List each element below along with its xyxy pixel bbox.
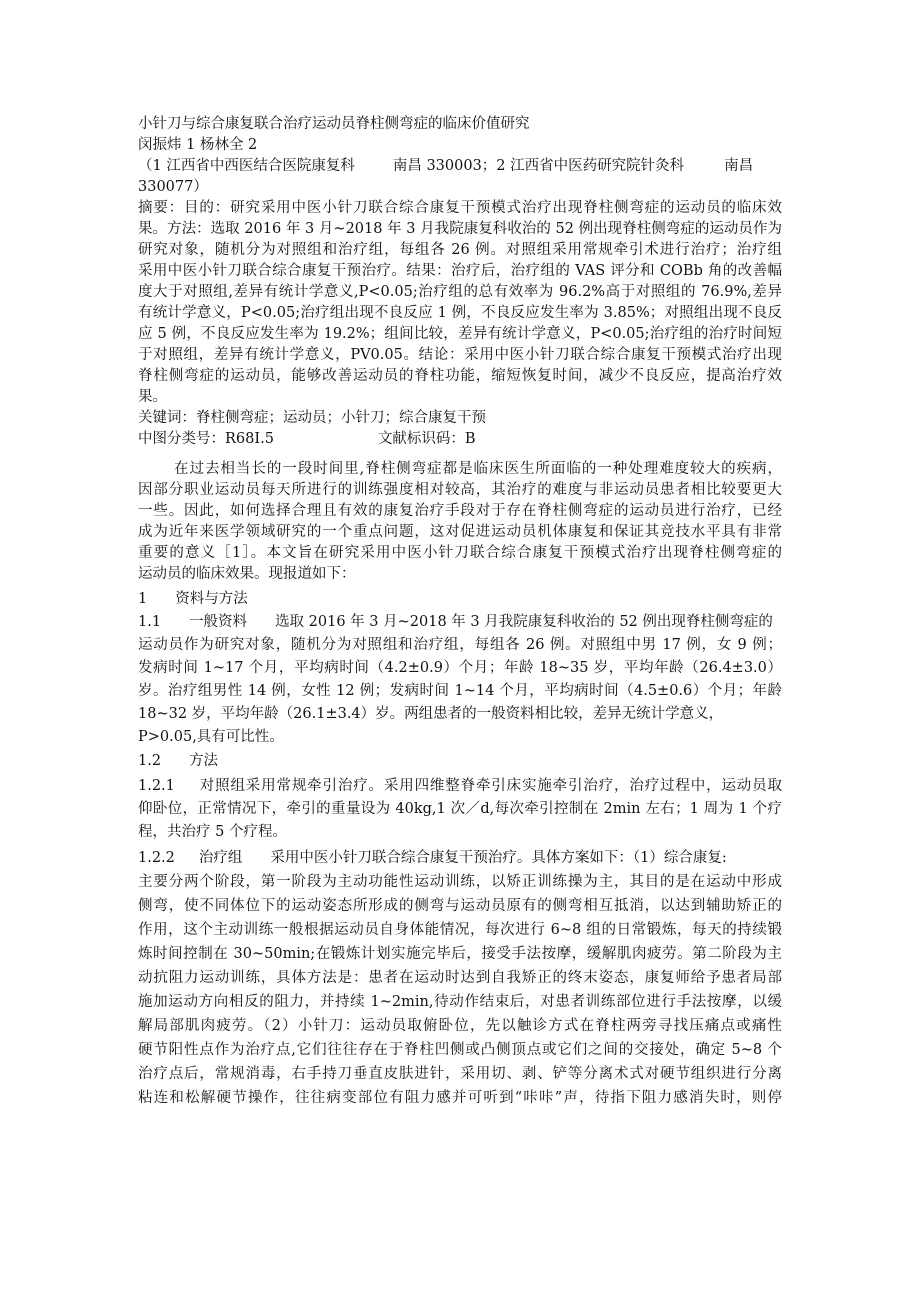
affiliation-part-3: 南昌 <box>724 158 754 174</box>
paragraph-line: 动抗阻力运动训练，具体方法是：患者在运动时达到自我矫正的终末姿态，康复师给予患者局部 <box>138 970 782 986</box>
paragraph-line: 主要分两个阶段，第一阶段为主动功能性运动训练，以矫正训练操为主，其目的是在运动中形成 <box>138 874 782 890</box>
paragraph-line: 施加运动方向相反的阻力，并持续 1~2min,待动作结束后，对患者训练部位进行手法按摩，以缓 <box>138 994 782 1010</box>
intro-line: 成为近年来医学领域研究的一个重点问题，这对促进运动员机体康复和保证其竞技水平具有非常 <box>138 524 782 540</box>
abstract-line: 度大于对照组,差异有统计学意义,P<0.05;治疗组的总有效率为 96.2%高于对照组的 76.9%,差异 <box>138 284 782 300</box>
affiliation-line-1 <box>138 156 753 176</box>
paragraph-text: 采用中医小针刀联合综合康复干预治疗。具体方案如下：（1）综合康复: <box>270 850 727 866</box>
paragraph-line: 岁。治疗组男性 14 例，女性 12 例；发病时间 1~14 个月，平均病时间（4.5±0.6）个月；年龄 <box>138 683 782 699</box>
paragraph-line: 运动员作为研究对象，随机分为对照组和治疗组，每组各 26 例。对照组中男 17 例，女 9 例； <box>138 637 782 653</box>
section-1-heading <box>138 589 248 609</box>
section-number: 1.2.1 <box>138 778 175 794</box>
abstract-line: 于对照组，差异有统计学意义，PV0.05。结论：采用中医小针刀联合综合康复干预模式治疗出现 <box>138 347 782 363</box>
abstract-line: 有统计学意义，P<0.05;治疗组出现不良反应 1 例，不良反应发生率为 3.85%；对照组出现不良反 <box>138 305 782 321</box>
classification-line <box>138 429 476 449</box>
paragraph-line: 治疗点后，常规消毒，右手持刀垂直皮肤进针，采用切、剥、铲等分离术式对硬节组织进行分离 <box>138 1066 782 1082</box>
abstract-line: 应 5 例，不良反应发生率为 19.2%；组间比较，差异有统计学意义，P<0.05;治疗组的治疗时间短 <box>138 326 782 342</box>
paragraph-line: P>0.05,具有可比性。 <box>138 729 284 745</box>
intro-line: 在过去相当长的一段时间里,脊柱侧弯症都是临床医生所面临的一种处理难度较大的疾病， <box>174 461 782 477</box>
section-1-2-1-first-line <box>138 776 782 796</box>
intro-line: 运动员的临床效果。现报道如下： <box>138 566 356 582</box>
abstract-line: 采用中医小针刀联合综合康复干预治疗。结果：治疗后，治疗组的 VAS 评分和 COBb 角的改善幅 <box>138 263 782 279</box>
paragraph-line: 仰卧位，正常情况下，牵引的重量设为 40kg,1 次／d,每次牵引控制在 2min 左右；1 周为 1 个疗 <box>138 801 782 817</box>
paper-title: 小针刀与综合康复联合治疗运动员脊柱侧弯症的临床价值研究 <box>138 116 530 132</box>
section-number: 1.1 <box>138 614 162 630</box>
intro-line: 一些。因此，如何选择合理且有效的康复治疗手段对于存在脊柱侧弯症的运动员进行治疗，已经 <box>138 503 782 519</box>
paragraph-text: 对照组采用常规牵引治疗。采用四维整脊牵引床实施牵引治疗，治疗过程中，运动员取 <box>198 778 782 794</box>
abstract-line: 果。 <box>138 389 167 405</box>
section-number: 1 <box>138 591 148 607</box>
keywords: 关键词：脊柱侧弯症；运动员；小针刀；综合康复干预 <box>138 410 486 426</box>
section-title: 一般资料 <box>189 614 248 630</box>
section-number: 1.2.2 <box>138 850 175 866</box>
affiliation-line-2: 330077） <box>138 179 208 195</box>
abstract-line: 脊柱侧弯症的运动员，能够改善运动员的脊柱功能，缩短恢复时间，减少不良反应，提高治疗效 <box>138 368 782 384</box>
paragraph-line: 解局部肌肉疲劳。（2）小针刀：运动员取俯卧位，先以触诊方式在脊柱两旁寻找压痛点或痛性 <box>138 1018 782 1034</box>
paragraph-line: 侧弯，使不同体位下的运动姿态所形成的侧弯与运动员原有的侧弯相互抵消，以达到辅助矫正的 <box>138 898 782 914</box>
paragraph-line: 粘连和松解硬节操作，往往病变部位有阻力感并可听到“咔咔”声，待指下阻力感消失时，则停 <box>138 1090 782 1106</box>
paragraph-line: 程，共治疗 5 个疗程。 <box>138 824 287 840</box>
affiliation-part-2: 南昌 330003；2 江西省中医药研究院针灸科 <box>392 158 685 174</box>
intro-line: 因部分职业运动员每天所进行的训练强度相对较高，其治疗的难度与非运动员患者相比较要更大 <box>138 482 782 498</box>
abstract-line: 果。方法：选取 2016 年 3 月~2018 年 3 月我院康复科收治的 52 例出现脊柱侧弯症的运动员作为 <box>138 221 782 237</box>
section-1-2-2-first-line <box>138 848 727 868</box>
authors: 闵振炜 1 杨林全 2 <box>138 137 258 153</box>
document-code: 文献标识码：B <box>377 431 476 447</box>
paragraph-line: 炼时间控制在 30~50min;在锻炼计划实施完毕后，接受手法按摩，缓解肌肉疲劳。第二阶段为主 <box>138 946 782 962</box>
paragraph-line: 硬节阳性点作为治疗点,它们往往存在于脊柱凹侧或凸侧顶点或它们之间的交接处，确定 5~8 个 <box>138 1042 782 1058</box>
abstract-line: 研究对象，随机分为对照组和治疗组，每组各 26 例。对照组采用常规牵引术进行治疗；治疗组 <box>138 242 782 258</box>
section-number: 1.2 <box>138 753 162 769</box>
section-title: 治疗组 <box>198 850 243 866</box>
affiliation-part-1: （1 江西省中西医结合医院康复科 <box>138 158 355 174</box>
paragraph-line: 作用，这个主动训练一般根据运动员自身体能情况，每次进行 6~8 组的日常锻炼，每天的持续锻 <box>138 922 782 938</box>
section-1-2-heading <box>138 751 218 771</box>
abstract-line: 摘要：目的：研究采用中医小针刀联合综合康复干预模式治疗出现脊柱侧弯症的运动员的临床效 <box>138 200 782 216</box>
section-1-1-first-line <box>138 612 773 632</box>
paragraph-line: 发病时间 1~17 个月，平均病时间（4.2±0.9）个月；年龄 18~35 岁，平均年龄（26.4±3.0） <box>138 660 782 676</box>
paragraph-line: 18~32 岁，平均年龄（26.1±3.4）岁。两组患者的一般资料相比较，差异无统计学意义， <box>138 706 724 722</box>
paragraph-text: 选取 2016 年 3 月~2018 年 3 月我院康复科收治的 52 例出现脊柱侧弯症的 <box>275 614 773 630</box>
intro-line: 重要的意义［1］。本文旨在研究采用中医小针刀联合综合康复干预模式治疗出现脊柱侧弯症的 <box>138 545 782 561</box>
section-title: 方法 <box>189 753 219 769</box>
class-number: 中图分类号：R68I.5 <box>138 431 274 447</box>
section-title: 资料与方法 <box>175 591 248 607</box>
